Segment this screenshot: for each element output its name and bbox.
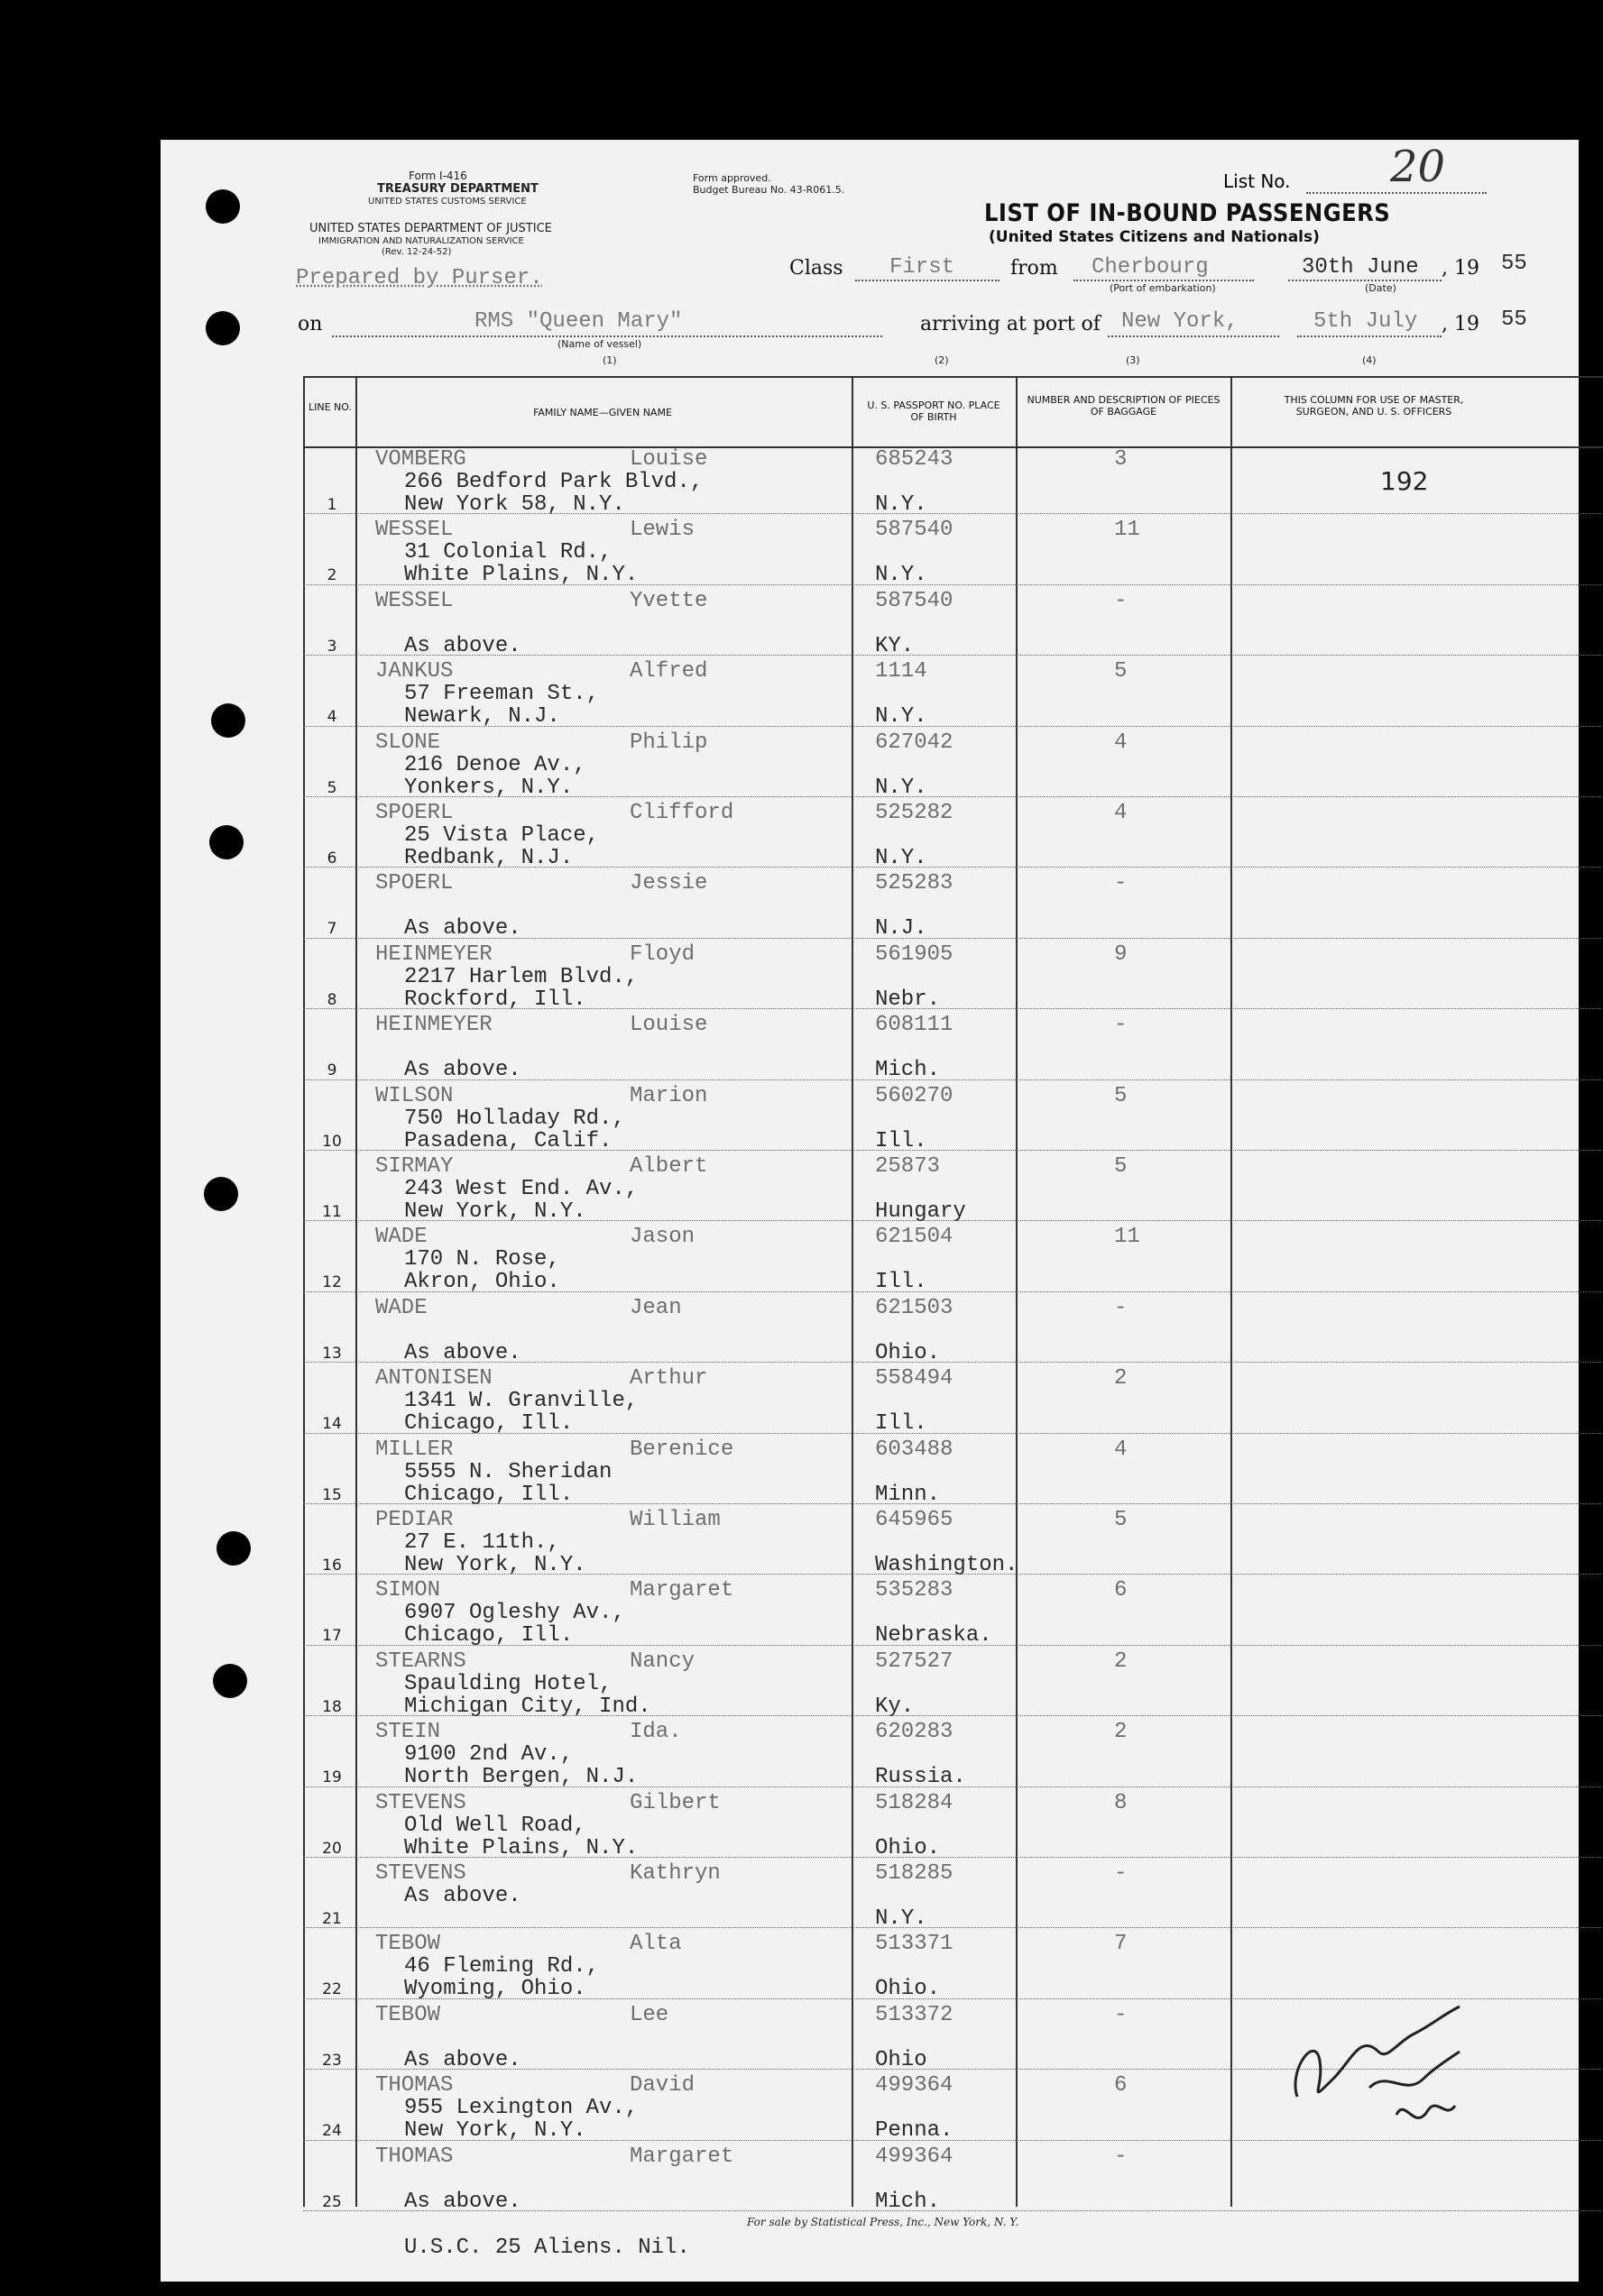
budget-bureau: Budget Bureau No. 43-R061.5. xyxy=(693,184,845,196)
passenger-address-line1: 955 Lexington Av., xyxy=(404,2096,639,2121)
form-number: Form I-416 xyxy=(409,170,467,182)
passport-number: 645965 xyxy=(875,1508,954,1532)
baggage-count: 2 xyxy=(1114,1366,1128,1391)
passenger-family-name: STEVENS xyxy=(375,1861,466,1886)
passenger-address-line1: 266 Bedford Park Blvd., xyxy=(404,470,704,494)
passenger-family-name: HEINMEYER xyxy=(375,941,493,967)
passport-number: 558494 xyxy=(875,1366,954,1391)
passenger-given-name: Margaret xyxy=(630,2144,734,2169)
passenger-address-line2: Chicago, Ill. xyxy=(404,1623,574,1649)
place-of-birth: Ohio xyxy=(875,2047,927,2072)
passport-number: 525283 xyxy=(875,871,954,896)
binder-hole xyxy=(213,1664,247,1698)
line-number: 23 xyxy=(322,2051,342,2070)
binder-hole xyxy=(209,825,244,859)
baggage-count: 2 xyxy=(1114,1720,1128,1745)
line-number: 13 xyxy=(322,1344,342,1363)
baggage-count: 3 xyxy=(1114,447,1128,472)
passport-number: 525282 xyxy=(875,801,954,825)
date-caption: (Date) xyxy=(1365,282,1396,294)
passenger-family-name: TEBOW xyxy=(375,1932,441,1957)
manifest-page xyxy=(161,140,1579,2282)
passport-number: 603488 xyxy=(875,1437,954,1462)
passenger-family-name: WADE xyxy=(375,1225,428,1250)
vessel-name: RMS "Queen Mary" xyxy=(474,309,683,334)
year-prefix-2: , 19 xyxy=(1442,313,1479,335)
baggage-count: 8 xyxy=(1114,1790,1128,1815)
passenger-family-name: WILSON xyxy=(375,1083,454,1108)
baggage-count: - xyxy=(1114,2144,1128,2169)
passenger-address-line2: White Plains, N.Y. xyxy=(404,563,639,588)
passenger-given-name: Jean xyxy=(630,1295,682,1320)
line-number: 4 xyxy=(327,708,337,727)
passenger-given-name: Jessie xyxy=(630,871,708,896)
col-name: FAMILY NAME—GIVEN NAME xyxy=(533,407,672,418)
passenger-address-line1: 6907 Ogleshy Av., xyxy=(404,1601,625,1626)
passenger-address-line1: 170 N. Rose, xyxy=(404,1247,560,1272)
passenger-family-name: JANKUS xyxy=(375,659,454,684)
line-number: 15 xyxy=(322,1485,342,1504)
passenger-given-name: Jason xyxy=(630,1225,696,1250)
passenger-given-name: Philip xyxy=(630,730,708,755)
passenger-address-line2: Chicago, Ill. xyxy=(404,1482,574,1507)
passport-number: 561905 xyxy=(875,941,954,967)
class-label: Class xyxy=(789,257,843,280)
col-passport: U. S. PASSPORT NO. PLACE OF BIRTH xyxy=(867,400,1000,423)
passenger-family-name: PEDIAR xyxy=(375,1508,454,1532)
baggage-count: 6 xyxy=(1114,2073,1128,2099)
passenger-address-line1: 57 Freeman St., xyxy=(404,682,600,707)
row-divider xyxy=(303,1150,1603,1151)
passenger-family-name: MILLER xyxy=(375,1437,454,1462)
place-of-birth: Mich. xyxy=(875,2189,941,2214)
baggage-count: 4 xyxy=(1114,1437,1128,1462)
list-number: 20 xyxy=(1390,142,1446,192)
passenger-given-name: Louise xyxy=(630,1013,708,1038)
port-embarkation-caption: (Port of embarkation) xyxy=(1110,282,1216,294)
passport-number: 587540 xyxy=(875,588,954,613)
line-number: 5 xyxy=(327,778,337,797)
row-divider xyxy=(303,867,1603,868)
line-number: 22 xyxy=(322,1980,342,1999)
treasury-label: TREASURY DEPARTMENT xyxy=(377,182,539,196)
baggage-count: - xyxy=(1114,1861,1128,1886)
passenger-family-name: SPOERL xyxy=(375,871,454,896)
passenger-given-name: William xyxy=(630,1508,721,1532)
passenger-address-line1: 46 Fleming Rd., xyxy=(404,1954,600,1979)
passport-number: 527527 xyxy=(875,1649,954,1674)
passenger-family-name: TEBOW xyxy=(375,2002,441,2027)
line-number: 14 xyxy=(322,1415,342,1434)
passport-number: 608111 xyxy=(875,1013,954,1038)
line-number: 24 xyxy=(322,2122,342,2141)
passport-number: 513372 xyxy=(875,2002,954,2027)
passenger-address-line2: North Bergen, N.J. xyxy=(404,1765,639,1790)
line-number: 2 xyxy=(327,566,337,585)
passenger-address-line2: New York 58, N.Y. xyxy=(404,492,625,517)
list-no-label: List No. xyxy=(1223,170,1291,192)
row-divider xyxy=(303,1220,1603,1221)
passenger-address-line2: As above. xyxy=(404,1058,521,1083)
place-of-birth: N.Y. xyxy=(875,775,927,800)
from-label: from xyxy=(1010,257,1058,280)
place-of-birth: Ohio. xyxy=(875,1977,941,2002)
place-of-birth: Ill. xyxy=(875,1270,927,1295)
officer-note: 192 xyxy=(1380,466,1429,496)
place-of-birth: Hungary xyxy=(875,1199,966,1224)
year-prefix-1: , 19 xyxy=(1442,257,1479,280)
baggage-count: - xyxy=(1114,2002,1128,2027)
passport-number: 1114 xyxy=(875,659,927,684)
place-of-birth: Ky. xyxy=(875,1694,915,1719)
passenger-address-line1: 243 West End. Av., xyxy=(404,1177,639,1201)
baggage-count: 11 xyxy=(1114,518,1140,543)
row-divider xyxy=(303,1927,1603,1928)
line-number: 9 xyxy=(327,1061,337,1080)
passenger-family-name: STEARNS xyxy=(375,1649,466,1674)
passenger-address-line1: Spaulding Hotel, xyxy=(404,1671,613,1696)
passport-number: 620283 xyxy=(875,1720,954,1745)
passenger-given-name: Alta xyxy=(630,1932,682,1957)
passenger-address-line2: Redbank, N.J. xyxy=(404,846,574,870)
baggage-count: 5 xyxy=(1114,659,1128,684)
passenger-address-line1: As above. xyxy=(404,1884,521,1908)
line-number: 8 xyxy=(327,990,337,1009)
passenger-family-name: SPOERL xyxy=(375,801,454,825)
line-number: 3 xyxy=(327,637,337,656)
place-of-birth: Russia. xyxy=(875,1765,966,1790)
place-of-birth: Minn. xyxy=(875,1482,941,1507)
customs-label: UNITED STATES CUSTOMS SERVICE xyxy=(368,197,527,207)
passenger-given-name: Marion xyxy=(630,1083,708,1108)
row-divider xyxy=(303,655,1603,656)
passenger-address-line2: Pasadena, Calif. xyxy=(404,1128,613,1153)
passport-number: 685243 xyxy=(875,447,954,472)
passenger-given-name: Lewis xyxy=(630,518,696,543)
binder-hole xyxy=(211,703,245,738)
passenger-address-line2: New York, N.Y. xyxy=(404,1199,586,1224)
caption-1: (1) xyxy=(603,354,617,366)
departure-year: 55 xyxy=(1501,252,1527,276)
place-of-birth: Washington. xyxy=(875,1553,1018,1577)
passport-number: 499364 xyxy=(875,2144,954,2169)
passenger-address-line1: 31 Colonial Rd., xyxy=(404,540,613,565)
baggage-count: - xyxy=(1114,1295,1128,1320)
vessel-caption: (Name of vessel) xyxy=(557,338,642,350)
passenger-family-name: SLONE xyxy=(375,730,441,755)
summary-note: U.S.C. 25 Aliens. Nil. xyxy=(404,2236,690,2260)
justice-label: UNITED STATES DEPARTMENT OF JUSTICE xyxy=(309,222,552,235)
col-line-no: LINE NO. xyxy=(309,401,352,413)
baggage-count: 5 xyxy=(1114,1508,1128,1532)
line-number: 10 xyxy=(322,1132,342,1151)
passenger-address-line1: 216 Denoe Av., xyxy=(404,752,586,777)
passenger-given-name: Berenice xyxy=(630,1437,734,1462)
row-divider xyxy=(303,1291,1603,1292)
passenger-given-name: Clifford xyxy=(630,801,734,825)
class-value: First xyxy=(889,255,955,280)
passenger-address-line2: Yonkers, N.Y. xyxy=(404,775,574,800)
passenger-address-line2: New York, N.Y. xyxy=(404,2118,586,2144)
row-divider xyxy=(303,1503,1603,1504)
row-divider xyxy=(303,1715,1603,1716)
passport-number: 587540 xyxy=(875,518,954,543)
line-number: 25 xyxy=(322,2192,342,2211)
passenger-family-name: WESSEL xyxy=(375,588,454,613)
passport-number: 621504 xyxy=(875,1225,954,1250)
baggage-count: 5 xyxy=(1114,1154,1128,1179)
row-divider xyxy=(303,1786,1603,1787)
row-divider xyxy=(303,726,1603,727)
place-of-birth: N.J. xyxy=(875,916,927,941)
form-subtitle: (United States Citizens and Nationals) xyxy=(989,228,1320,246)
place-of-birth: N.Y. xyxy=(875,846,927,870)
line-number: 6 xyxy=(327,850,337,868)
passenger-family-name: THOMAS xyxy=(375,2144,454,2169)
col-baggage: NUMBER AND DESCRIPTION OF PIECES OF BAGGAGE xyxy=(1027,394,1221,418)
ins-label: IMMIGRATION AND NATURALIZATION SERVICE xyxy=(318,236,524,246)
row-divider xyxy=(303,1362,1603,1363)
passenger-address-line2: Michigan City, Ind. xyxy=(404,1694,651,1719)
row-divider xyxy=(303,796,1603,797)
passenger-family-name: STEIN xyxy=(375,1720,441,1745)
caption-3: (3) xyxy=(1126,354,1140,366)
passenger-given-name: Gilbert xyxy=(630,1790,721,1815)
passenger-address-line2: Wyoming, Ohio. xyxy=(404,1977,586,2002)
row-divider xyxy=(303,1008,1603,1009)
passenger-family-name: THOMAS xyxy=(375,2073,454,2099)
passenger-given-name: Lee xyxy=(630,2002,669,2027)
port-embarkation: Cherbourg xyxy=(1092,255,1209,280)
line-number: 1 xyxy=(327,496,337,514)
row-divider xyxy=(303,1433,1603,1434)
row-divider xyxy=(303,938,1603,939)
passenger-address-line1: 5555 N. Sheridan xyxy=(404,1459,613,1484)
passport-number: 499364 xyxy=(875,2073,954,2099)
passenger-address-line1: 2217 Harlem Blvd., xyxy=(404,964,639,989)
passport-number: 621503 xyxy=(875,1295,954,1320)
baggage-count: - xyxy=(1114,588,1128,613)
rev-label: (Rev. 12-24-52) xyxy=(382,247,452,257)
line-number: 21 xyxy=(322,1910,342,1928)
passport-number: 513371 xyxy=(875,1932,954,1957)
row-divider xyxy=(303,513,1603,514)
passenger-address-line2: Akron, Ohio. xyxy=(404,1270,560,1295)
passenger-address-line1: Old Well Road, xyxy=(404,1813,586,1838)
baggage-count: 7 xyxy=(1114,1932,1128,1957)
place-of-birth: Ohio. xyxy=(875,1835,941,1860)
row-divider xyxy=(303,584,1603,585)
place-of-birth: Ohio. xyxy=(875,1340,941,1365)
passenger-given-name: Arthur xyxy=(630,1366,708,1391)
place-of-birth: N.Y. xyxy=(875,492,927,517)
row-divider xyxy=(303,1079,1603,1080)
on-label: on xyxy=(298,313,323,335)
passport-number: 627042 xyxy=(875,730,954,755)
baggage-count: - xyxy=(1114,1013,1128,1038)
arrival-port: New York, xyxy=(1121,309,1239,334)
line-number: 17 xyxy=(322,1627,342,1646)
printer-note: For sale by Statistical Press, Inc., New York, N. Y. xyxy=(747,2216,1019,2228)
passenger-address-line1: 9100 2nd Av., xyxy=(404,1742,574,1768)
passport-number: 518285 xyxy=(875,1861,954,1886)
place-of-birth: Nebraska. xyxy=(875,1623,992,1649)
binder-hole xyxy=(206,189,240,224)
passenger-address-line1: 27 E. 11th., xyxy=(404,1530,560,1555)
place-of-birth: Mich. xyxy=(875,1058,941,1083)
baggage-count: 6 xyxy=(1114,1578,1128,1603)
place-of-birth: N.Y. xyxy=(875,563,927,588)
passenger-family-name: ANTONISEN xyxy=(375,1366,493,1391)
line-number: 19 xyxy=(322,1768,342,1787)
passenger-family-name: STEVENS xyxy=(375,1790,466,1815)
place-of-birth: N.Y. xyxy=(875,1906,927,1931)
passenger-family-name: WESSEL xyxy=(375,518,454,543)
passenger-address-line1: 1341 W. Granville, xyxy=(404,1389,639,1414)
arrival-year: 55 xyxy=(1501,308,1527,332)
baggage-count: 4 xyxy=(1114,730,1128,755)
passenger-given-name: Floyd xyxy=(630,941,696,967)
baggage-count: 9 xyxy=(1114,941,1128,967)
passenger-address-line2: Chicago, Ill. xyxy=(404,1411,574,1437)
binder-hole xyxy=(204,1177,238,1211)
prepared-by: Prepared by Purser. xyxy=(296,266,543,290)
passenger-address-line2: As above. xyxy=(404,1340,521,1365)
passenger-family-name: VOMBERG xyxy=(375,447,466,472)
binder-hole xyxy=(216,1531,251,1566)
row-divider xyxy=(303,1645,1603,1646)
arrival-date: 5th July xyxy=(1313,309,1418,334)
passenger-given-name: Yvette xyxy=(630,588,708,613)
baggage-count: 11 xyxy=(1114,1225,1140,1250)
passenger-given-name: Kathryn xyxy=(630,1861,721,1886)
passenger-given-name: Margaret xyxy=(630,1578,734,1603)
passenger-given-name: David xyxy=(630,2073,696,2099)
place-of-birth: Nebr. xyxy=(875,987,941,1012)
baggage-count: 2 xyxy=(1114,1649,1128,1674)
line-number: 18 xyxy=(322,1697,342,1716)
passenger-address-line2: White Plains, N.Y. xyxy=(404,1835,639,1860)
caption-4: (4) xyxy=(1362,354,1377,366)
baggage-count: - xyxy=(1114,871,1128,896)
passenger-address-line2: As above. xyxy=(404,916,521,941)
line-number: 7 xyxy=(327,920,337,939)
passport-number: 535283 xyxy=(875,1578,954,1603)
row-divider xyxy=(303,1857,1603,1858)
place-of-birth: Ill. xyxy=(875,1411,927,1437)
departure-date: 30th June xyxy=(1302,255,1419,280)
passenger-address-line2: Newark, N.J. xyxy=(404,704,560,730)
arriving-label: arriving at port of xyxy=(920,313,1101,335)
passenger-family-name: HEINMEYER xyxy=(375,1013,493,1038)
passenger-given-name: Nancy xyxy=(630,1649,696,1674)
place-of-birth: N.Y. xyxy=(875,704,927,730)
row-divider xyxy=(303,2210,1603,2211)
place-of-birth: Penna. xyxy=(875,2118,954,2144)
baggage-count: 5 xyxy=(1114,1083,1128,1108)
passenger-given-name: Alfred xyxy=(630,659,708,684)
passenger-address-line2: As above. xyxy=(404,2047,521,2072)
passenger-address-line1: 750 Holladay Rd., xyxy=(404,1106,625,1131)
passenger-address-line2: As above. xyxy=(404,2189,521,2214)
caption-2: (2) xyxy=(935,354,949,366)
passenger-given-name: Albert xyxy=(630,1154,708,1179)
line-number: 20 xyxy=(322,1839,342,1858)
line-number: 16 xyxy=(322,1557,342,1575)
place-of-birth: KY. xyxy=(875,633,915,658)
baggage-count: 4 xyxy=(1114,801,1128,825)
form-approved: Form approved. xyxy=(693,172,771,184)
passenger-address-line2: As above. xyxy=(404,633,521,658)
place-of-birth: Ill. xyxy=(875,1128,927,1153)
col-officers: THIS COLUMN FOR USE OF MASTER, SURGEON, AND U. S. OFFICERS xyxy=(1284,394,1464,418)
form-title: LIST OF IN-BOUND PASSENGERS xyxy=(984,199,1391,227)
passenger-address-line2: Rockford, Ill. xyxy=(404,987,586,1012)
passport-number: 560270 xyxy=(875,1083,954,1108)
passenger-given-name: Louise xyxy=(630,447,708,472)
row-divider xyxy=(303,1574,1603,1575)
passport-number: 25873 xyxy=(875,1154,941,1179)
passenger-family-name: SIRMAY xyxy=(375,1154,454,1179)
passport-number: 518284 xyxy=(875,1790,954,1815)
line-number: 11 xyxy=(322,1203,342,1221)
line-number: 12 xyxy=(322,1273,342,1292)
passenger-family-name: SIMON xyxy=(375,1578,441,1603)
passenger-family-name: WADE xyxy=(375,1295,428,1320)
passenger-address-line2: New York, N.Y. xyxy=(404,1553,586,1577)
officer-signature xyxy=(1279,1961,1478,2142)
passenger-address-line1: 25 Vista Place, xyxy=(404,823,600,848)
passenger-given-name: Ida. xyxy=(630,1720,682,1745)
binder-hole xyxy=(206,311,240,345)
